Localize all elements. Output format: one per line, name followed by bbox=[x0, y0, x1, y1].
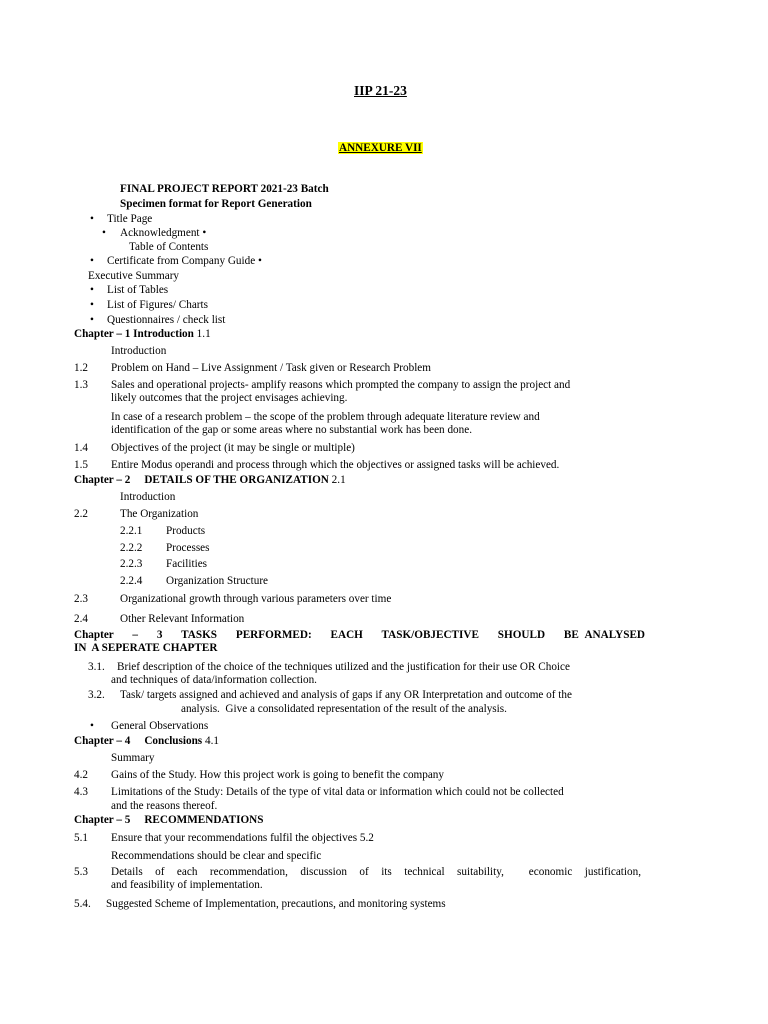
chapter-5-heading: Chapter – 5 RECOMMENDATIONS bbox=[74, 814, 264, 826]
section-1-2-text: Problem on Hand – Live Assignment / Task given or Research Problem bbox=[111, 362, 431, 374]
annexure-highlight: ANNEXURE VII bbox=[339, 142, 422, 154]
chapter-3-heading-line-1: Chapter – 3 TASKS PERFORMED: EACH TASK/OBJECTIVE SHOULD BE ANALYSED bbox=[74, 629, 645, 641]
section-number: 3.1. bbox=[88, 661, 105, 673]
section-number: 3.2. bbox=[88, 689, 105, 701]
subsection-number: 2.2.1 bbox=[120, 525, 143, 537]
section-3-1-line-1: Brief description of the choice of the techniques utilized and the justification for their use OR Choice bbox=[117, 661, 570, 673]
section-1-1-text: Introduction bbox=[111, 345, 167, 357]
section-2-2-text: The Organization bbox=[120, 508, 199, 520]
section-number: 2.3 bbox=[74, 593, 88, 605]
subsection-products: Products bbox=[166, 525, 206, 537]
bullet-icon: • bbox=[90, 299, 94, 311]
list-item-tables: List of Tables bbox=[107, 284, 169, 296]
section-number: 5.4. bbox=[74, 898, 91, 910]
section-2-3-text: Organizational growth through various parameters over time bbox=[120, 593, 392, 605]
annexure-label bbox=[338, 142, 423, 155]
bullet-icon: • bbox=[90, 213, 94, 225]
subsection-processes: Processes bbox=[166, 542, 210, 554]
chapter-3-heading-line-2: IN A SEPERATE CHAPTER bbox=[74, 642, 218, 654]
bullet-icon: • bbox=[90, 314, 94, 326]
section-5-1-text: Ensure that your recommendations fulfil the objectives 5.2 bbox=[111, 832, 374, 844]
section-5-3-line-2: and feasibility of implementation. bbox=[111, 879, 263, 891]
section-1-3-line-3: In case of a research problem – the scope of the problem through adequate literature review and bbox=[111, 411, 540, 423]
section-2-4-text: Other Relevant Information bbox=[120, 613, 245, 625]
document-title: IIP 21-23 bbox=[354, 83, 407, 98]
section-1-5-text: Entire Modus operandi and process through which the objectives or assigned tasks will be achieved. bbox=[111, 459, 560, 471]
section-number: 1.5 bbox=[74, 459, 88, 471]
subsection-number: 2.2.3 bbox=[120, 558, 143, 570]
subsection-facilities: Facilities bbox=[166, 558, 208, 570]
section-number: 2.2 bbox=[74, 508, 88, 520]
bullet-icon: • bbox=[90, 720, 94, 732]
section-1-4-text: Objectives of the project (it may be single or multiple) bbox=[111, 442, 355, 454]
list-item-executive-summary: Executive Summary bbox=[88, 270, 180, 282]
section-3-1-line-2: and techniques of data/information collection. bbox=[111, 674, 317, 686]
section-number: 4.2 bbox=[74, 769, 88, 781]
section-3-2-line-2: analysis. Give a consolidated representation of the result of the analysis. bbox=[181, 703, 507, 715]
section-4-1-text: Summary bbox=[111, 752, 155, 764]
subsection-org-structure: Organization Structure bbox=[166, 575, 269, 587]
subsection-number: 2.2.2 bbox=[120, 542, 143, 554]
chapter-2-heading: Chapter – 2 DETAILS OF THE ORGANIZATION 2.1 bbox=[74, 474, 346, 486]
section-number: 1.4 bbox=[74, 442, 88, 454]
section-number: 5.3 bbox=[74, 866, 88, 878]
report-subtitle: Specimen format for Report Generation bbox=[120, 198, 312, 210]
chapter-1-heading: Chapter – 1 Introduction 1.1 bbox=[74, 328, 211, 340]
list-item-figures: List of Figures/ Charts bbox=[107, 299, 208, 311]
section-number: 4.3 bbox=[74, 786, 88, 798]
section-number: 2.4 bbox=[74, 613, 88, 625]
list-item-certificate: Certificate from Company Guide • bbox=[107, 255, 262, 267]
list-item-questionnaires: Questionnaires / check list bbox=[107, 314, 226, 326]
report-title: FINAL PROJECT REPORT 2021-23 Batch bbox=[120, 183, 329, 195]
section-4-3-line-1: Limitations of the Study: Details of the type of vital data or information which could not be collected bbox=[111, 786, 564, 798]
list-item-toc: Table of Contents bbox=[129, 241, 209, 253]
section-2-1-text: Introduction bbox=[120, 491, 176, 503]
section-3-2-line-1: Task/ targets assigned and achieved and analysis of gaps if any OR Interpretation and outcome of the bbox=[120, 689, 572, 701]
section-5-3-line-1: Details of each recommendation, discussion of its technical suitability, economic justification, bbox=[111, 866, 641, 878]
section-1-3-line-4: identification of the gap or some areas where no substantial work has been done. bbox=[111, 424, 472, 436]
section-number: 1.3 bbox=[74, 379, 88, 391]
section-4-2-text: Gains of the Study. How this project work is going to benefit the company bbox=[111, 769, 444, 781]
bullet-icon: • bbox=[102, 227, 106, 239]
list-item-acknowledgment: Acknowledgment • bbox=[120, 227, 207, 239]
bullet-icon: • bbox=[90, 284, 94, 296]
bullet-icon: • bbox=[90, 255, 94, 267]
list-item-title-page: Title Page bbox=[107, 213, 153, 225]
section-4-3-line-2: and the reasons thereof. bbox=[111, 800, 218, 812]
section-1-3-line-2: likely outcomes that the project envisages achieving. bbox=[111, 392, 348, 404]
section-1-3-line-1: Sales and operational projects- amplify reasons which prompted the company to assign the project and bbox=[111, 379, 571, 391]
general-observations: General Observations bbox=[111, 720, 209, 732]
chapter-4-heading: Chapter – 4 Conclusions 4.1 bbox=[74, 735, 219, 747]
subsection-number: 2.2.4 bbox=[120, 575, 143, 587]
section-5-4-text: Suggested Scheme of Implementation, precautions, and monitoring systems bbox=[106, 898, 446, 910]
section-number: 1.2 bbox=[74, 362, 88, 374]
section-5-2-text: Recommendations should be clear and specific bbox=[111, 850, 322, 862]
section-number: 5.1 bbox=[74, 832, 88, 844]
